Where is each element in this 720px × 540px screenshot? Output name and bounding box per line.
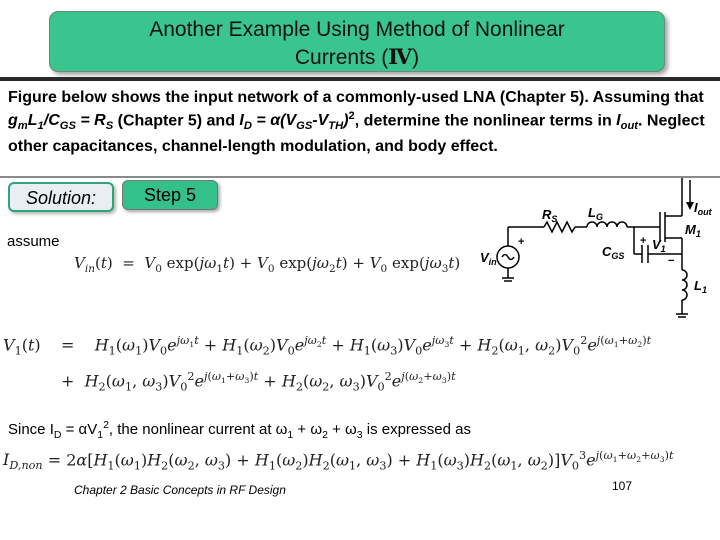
idnon-equation: $I_{D,non} = 2\alpha[H_1(\omega_1)H_2(\omega_2$, $\omega_3) + H_1(\omega_2)H_2(\omega_1$, $\omega_3) + H_1(\omega_3)H_2(\omega_1$, $\omega_2)]V_0^3e^{j(\omega_1+\omega_2+\omega_3)t}$ [3,449,674,473]
title-divider [0,77,720,81]
slide-title [49,11,665,72]
lg-label: $L_G$ [588,205,603,222]
v1-equation-line1: $V_1(t)$ = $H_1(\omega_1)V_0e^{j\omega_1t} + H_1(\omega_2)V_0e^{j\omega_2t} + H_1(\omega_3)V_0e^{j\omega_3t} + H_2(\omega_1$, $\omega_2)V_0^2e^{j(\omega_1+\omega_2)t}$ [3,334,652,358]
l1-inductor-icon [682,270,687,300]
title-line2: Currents ( [294,46,389,69]
v1-label: $V_1$ [652,237,666,254]
cgs-label: $C_{GS}$ [602,244,625,261]
roman-numeral: Ⅳ [388,44,413,69]
solution-button[interactable]: Solution: [8,182,114,212]
problem-statement: Figure below shows the input network of a commonly-used LNA (Chapter 5). Assuming that $g_mL_1/C_{GS} = R_S$ (Chapter 5) and $I_D = \alpha(V_{GS}-V_{TH})^2$, determine the nonlinear terms in $I_{out}$. Neglect other capacitances, channel-length modulation, and body effect. [8,89,705,155]
rs-resistor-icon [544,222,575,232]
svg-text:−: − [668,255,675,267]
title-line1: Another Example Using Method of Nonlinear [149,18,565,41]
footer-chapter: Chapter 2 Basic Concepts in RF Design [74,483,286,497]
svg-text:+: + [518,236,525,248]
lna-input-circuit [472,172,716,330]
since-statement: Since $I_D = \alpha V_1^2$, the nonlinear current at $\omega_1 + \omega_2 + \omega_3$ is expressed as [8,419,471,441]
title-close-paren: ) [412,46,420,69]
l1-label: $L_1$ [694,278,707,295]
assume-label: assume [7,233,60,250]
svg-text:+: + [640,235,647,247]
lg-inductor-icon [587,222,627,227]
vin-label: $V_{in}$ [480,250,497,267]
rs-label: $R_S$ [542,207,558,224]
m1-label: $M_1$ [685,222,701,239]
page-number: 107 [612,479,633,493]
iout-label: $I_{out}$ [694,200,712,217]
step-button[interactable]: Step 5 [122,180,218,210]
v1-equation-line2: + $H_2(\omega_1$, $\omega_3)V_0^2e^{j(\omega_1+\omega_3)t} + H_2(\omega_2$, $\omega_3)V_0^2e^{j(\omega_2+\omega_3)t}$ [61,370,456,394]
vin-equation: $V_{in}(t) = V_0$ $\exp(j\omega_1t) + V_0$ $\exp(j\omega_2t) + V_0$ $\exp(j\omega_3t)$ [74,254,461,275]
